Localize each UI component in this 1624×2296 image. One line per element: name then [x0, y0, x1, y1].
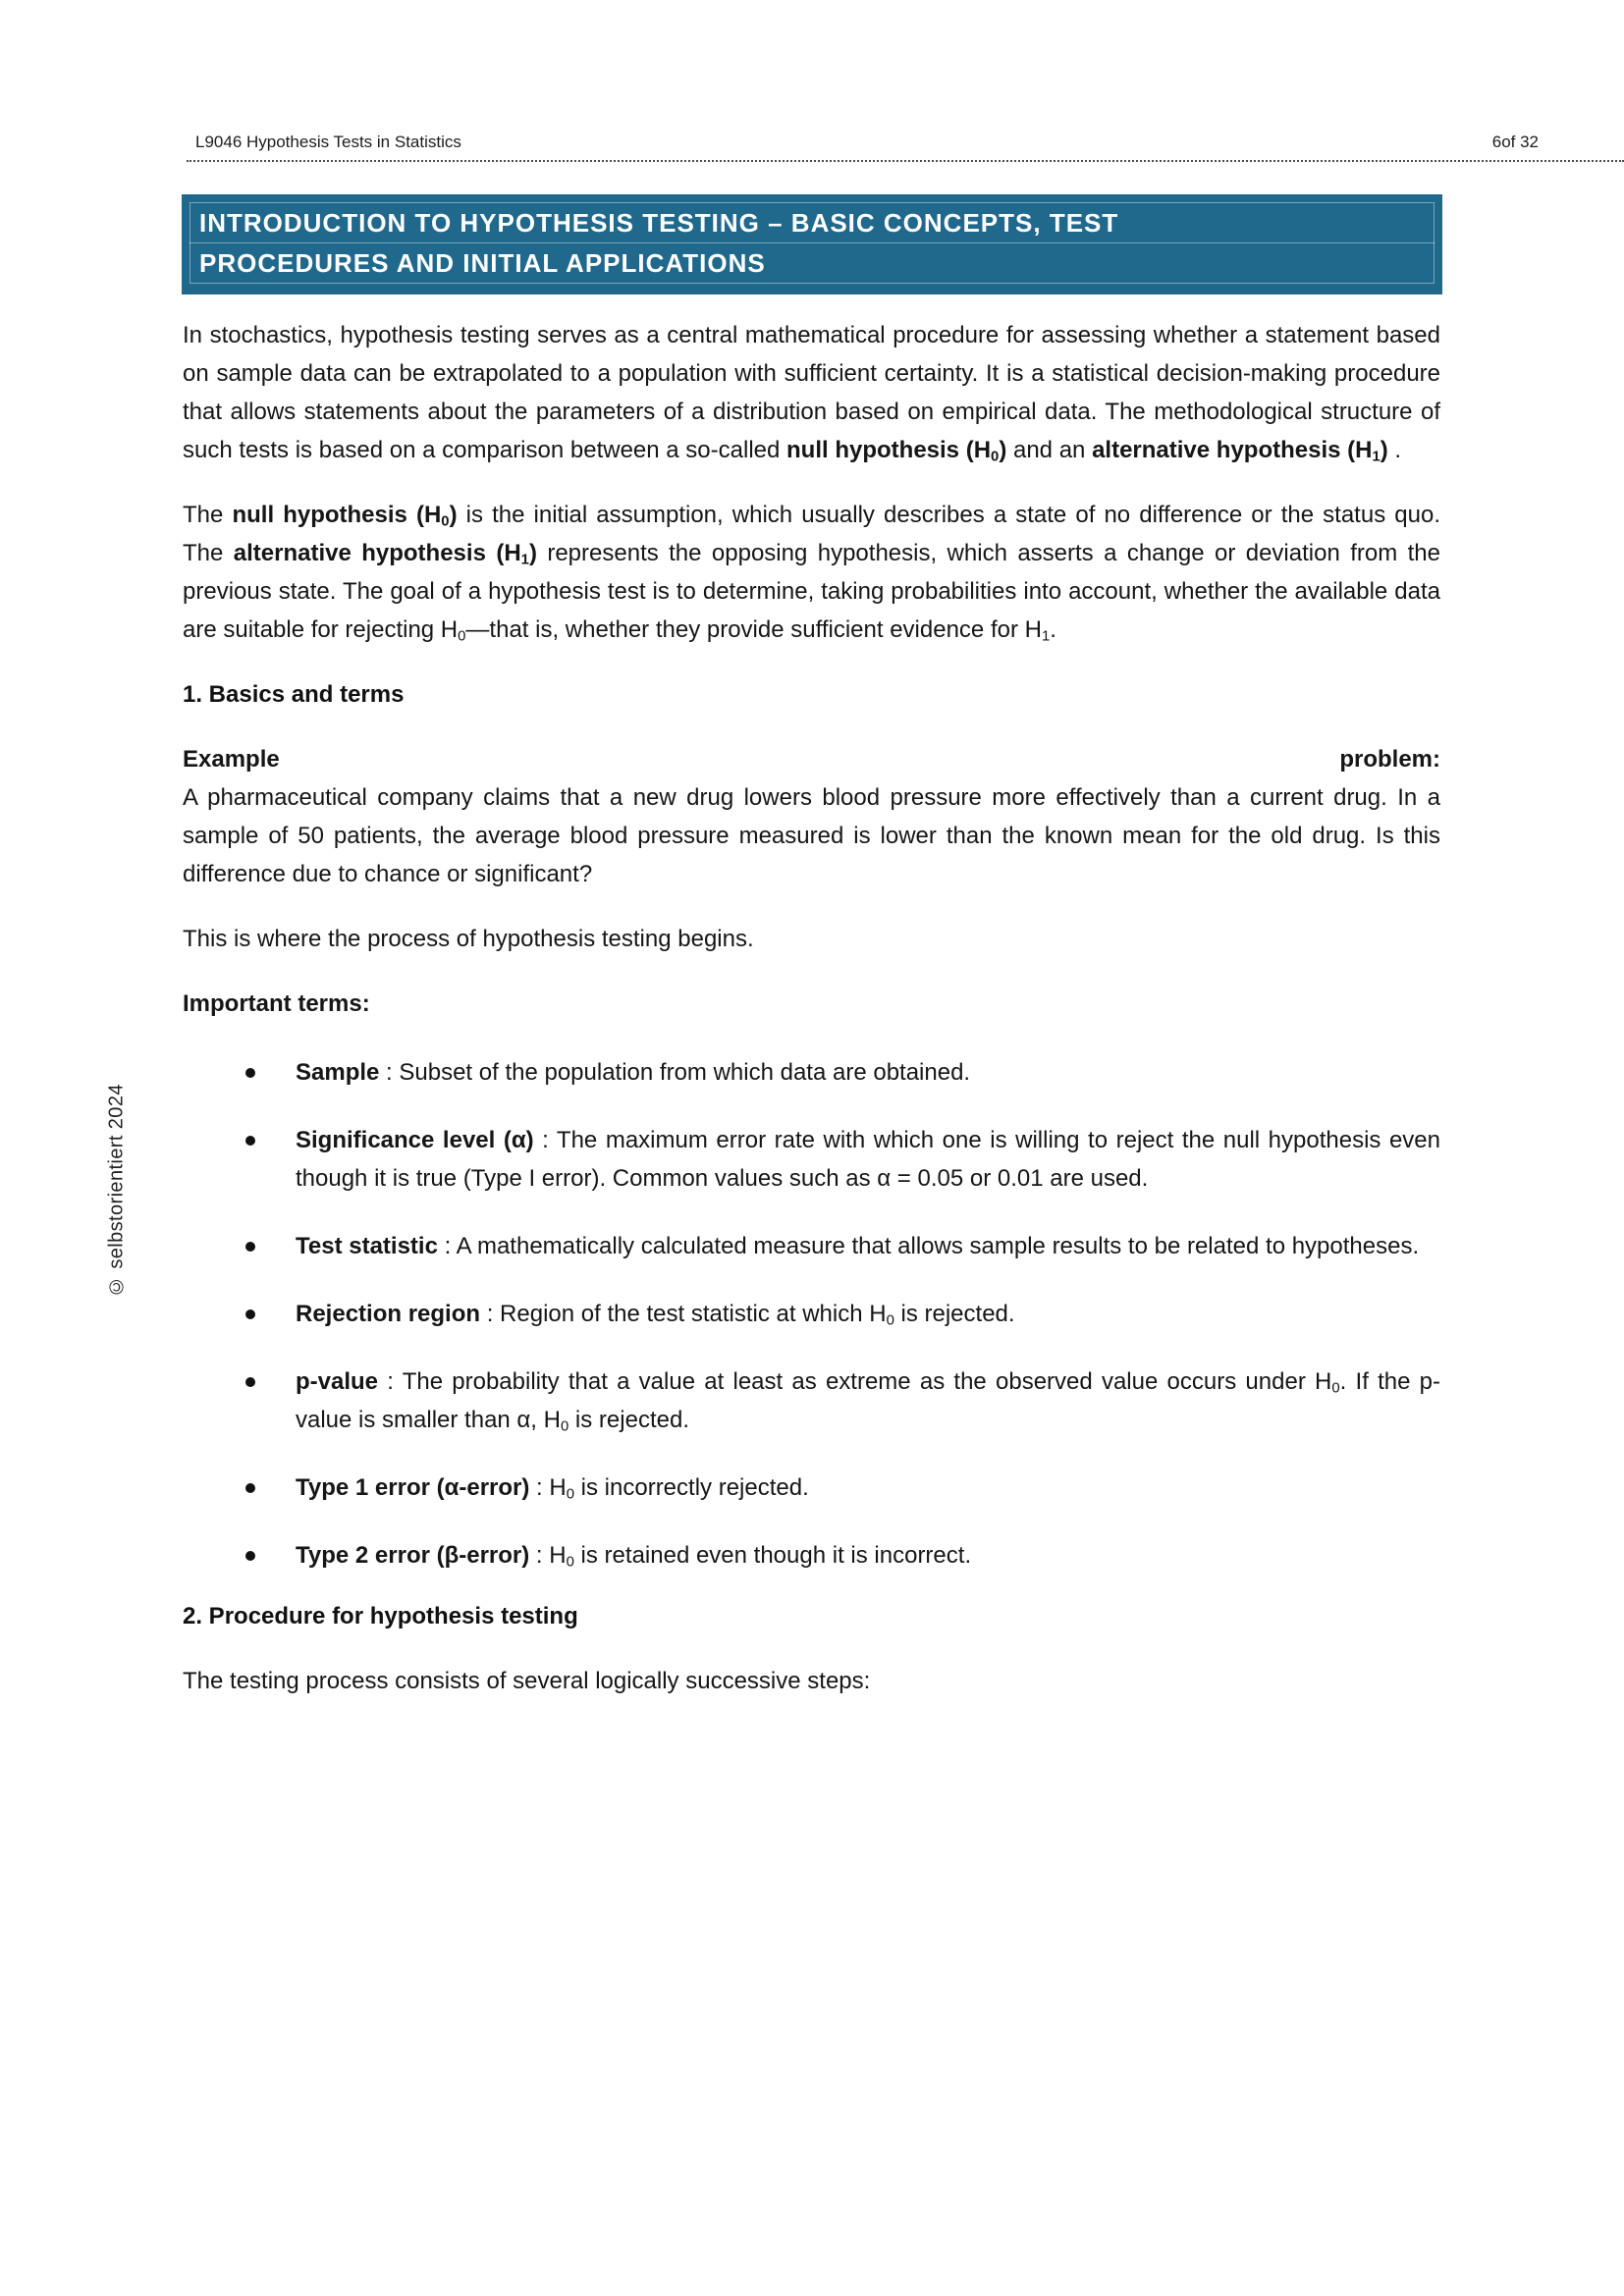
- paragraph-intro: In stochastics, hypothesis testing serves as a central mathematical procedure for assessing whether a statement based on sample data can be extrapolated to a population with sufficient certainty. It is a statistical decision-making procedure that allows statements about the parameters of a distribution based on empirical data. The methodological structure of such tests is based on a comparison between a so-called null hypothesis $(H_0)$ and an alternative hypothesis $(H_1)$ .: [183, 322, 1440, 465]
- terms-list: [183, 1053, 1440, 1575]
- heading-basics-and-terms: 1. Basics and terms: [183, 681, 405, 708]
- header-divider: [187, 160, 1624, 162]
- header-document-title: L9046 Hypothesis Tests in Statistics: [195, 133, 461, 151]
- term-item-significance-level: Significance level (α) : The maximum error rate with which one is willing to reject the null hypothesis even though it is true (Type I error). Common values such as α = 0.05 or 0.01 are used.: [183, 1121, 1440, 1198]
- example-problem-heading: [183, 740, 1440, 778]
- example-label: Example: [183, 746, 280, 773]
- term-item-p-value: p-value : The probability that a value at least as extreme as the observed value occurs under $H_0$. If the p-value is smaller than α, $H_0$ is rejected.: [183, 1362, 1440, 1439]
- section-title-line2: PROCEDURES AND INITIAL APPLICATIONS: [199, 248, 766, 278]
- term-item-type-2-error: Type 2 error (β-error) : $H_0$ is retained even though it is incorrect.: [183, 1536, 1440, 1575]
- copyright-watermark: © selbstorientiert 2024: [105, 1084, 128, 1297]
- document-content: [183, 316, 1440, 1727]
- paragraph-hypotheses: The null hypothesis $(H_0)$ is the initial assumption, which usually describes a state of no difference or the status quo. The alternative hypothesis $(H_1)$ represents the opposing hypothesis, which asserts a change or deviation from the previous state. The goal of a hypothesis test is to determine, taking probabilities into account, whether the available data are suitable for rejecting $H_0—that$ is, whether they provide sufficient evidence for $H_1$.: [183, 502, 1440, 645]
- term-item-test-statistic: Test statistic : A mathematically calculated measure that allows sample results to be related to hypotheses.: [183, 1227, 1440, 1265]
- paragraph-testing-steps: The testing process consists of several logically successive steps:: [183, 1668, 871, 1694]
- page-header: [195, 132, 1539, 153]
- paragraph-process-begins: This is where the process of hypothesis testing begins.: [183, 926, 754, 952]
- term-item-rejection-region: Rejection region : Region of the test statistic at which $H_0$ is rejected.: [183, 1295, 1440, 1333]
- section-title-banner: [182, 194, 1442, 294]
- term-item-type-1-error: Type 1 error (α-error) : $H_0$ is incorrectly rejected.: [183, 1468, 1440, 1507]
- problem-label: problem:: [1339, 746, 1440, 773]
- section-title-line1: INTRODUCTION TO HYPOTHESIS TESTING – BASIC CONCEPTS, TEST: [199, 208, 1119, 238]
- header-page-number: 6of 32: [1491, 133, 1539, 151]
- important-terms-label: Important terms:: [183, 990, 370, 1017]
- example-problem-text: A pharmaceutical company claims that a new drug lowers blood pressure more effectively than a current drug. In a sample of 50 patients, the average blood pressure measured is lower than the known mean for the old drug. Is this difference due to chance or significant?: [183, 784, 1440, 887]
- term-item-sample: Sample : Subset of the population from which data are obtained.: [183, 1053, 1440, 1092]
- heading-procedure: 2. Procedure for hypothesis testing: [183, 1603, 578, 1629]
